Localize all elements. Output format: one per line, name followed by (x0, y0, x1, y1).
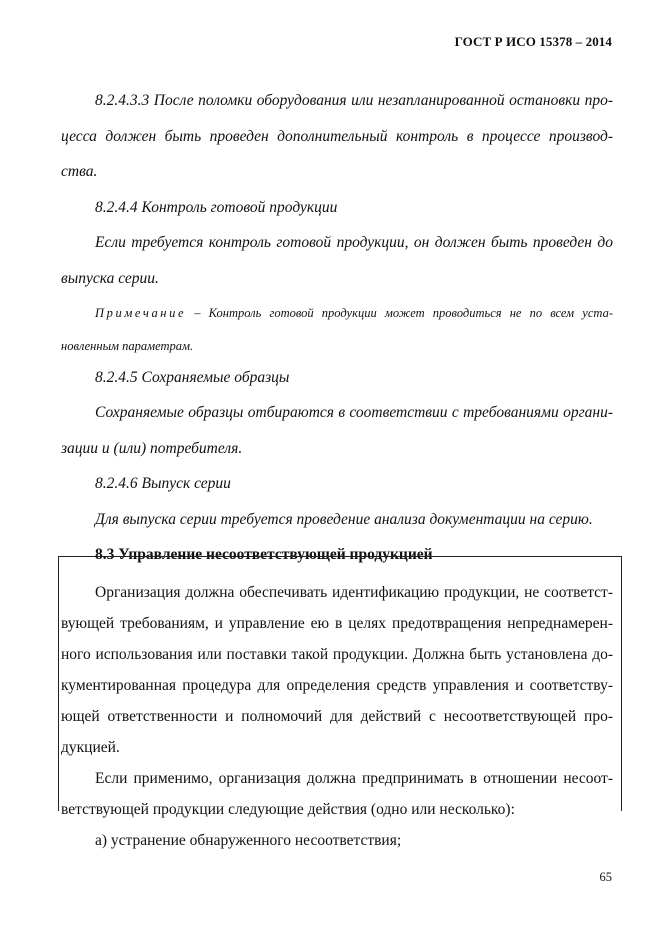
box-line: а) устранение обнаруженного несоответствия; (95, 832, 402, 849)
box-line: дукцией. (61, 739, 120, 756)
box-line: Если применимо, организация должна предпринимать в отношении несоот- (95, 770, 613, 787)
subsection-heading: 8.2.4.4 Контроль готовой продукции (95, 199, 338, 216)
paragraph-line: ства. (61, 163, 98, 180)
paragraph-line: зации и (или) потребителя. (61, 440, 243, 457)
paragraph-line: 8.2.4.3.3 После поломки оборудования или незапланированной остановки про- (95, 92, 613, 109)
page-number: 65 (599, 870, 612, 884)
note-text: – Контроль готовой продукции может проводиться не по всем уста- (186, 306, 613, 320)
document-header: ГОСТ Р ИСО 15378 – 2014 (454, 34, 612, 49)
box-line: кументированная процедура для определения средств управления и соответству- (61, 677, 613, 694)
box-line: ного использования или поставки такой продукции. Должна быть установлена до- (61, 646, 613, 663)
paragraph-line: Если требуется контроль готовой продукции, он должен быть проведен до (95, 234, 613, 251)
paragraph-line: выпуска серии. (61, 270, 159, 287)
box-line: вующей требованиям, и управление ею в целях предотвращения непреднамерен- (61, 615, 613, 632)
box-line: ющей ответственности и полномочий для действий с несоответствующей про- (61, 708, 613, 725)
paragraph-line: Сохраняемые образцы отбираются в соответствии с требованиями органи- (95, 404, 613, 421)
note-label: Примечание (95, 306, 187, 320)
note-line (95, 303, 613, 323)
subsection-heading: 8.2.4.6 Выпуск серии (95, 475, 231, 492)
paragraph-line: цесса должен быть проведен дополнительный контроль в процессе производ- (61, 128, 613, 145)
note-line: новленным параметрам. (61, 339, 194, 353)
subsection-heading: 8.2.4.5 Сохраняемые образцы (95, 369, 290, 386)
section-heading: 8.3 Управление несоответствующей продукцией (95, 546, 433, 563)
box-line: Организация должна обеспечивать идентификацию продукции, не соответст- (95, 584, 613, 601)
paragraph-line: Для выпуска серии требуется проведение анализа документации на серию. (95, 511, 593, 528)
box-line: ветствующей продукции следующие действия (одно или несколько): (61, 801, 515, 818)
